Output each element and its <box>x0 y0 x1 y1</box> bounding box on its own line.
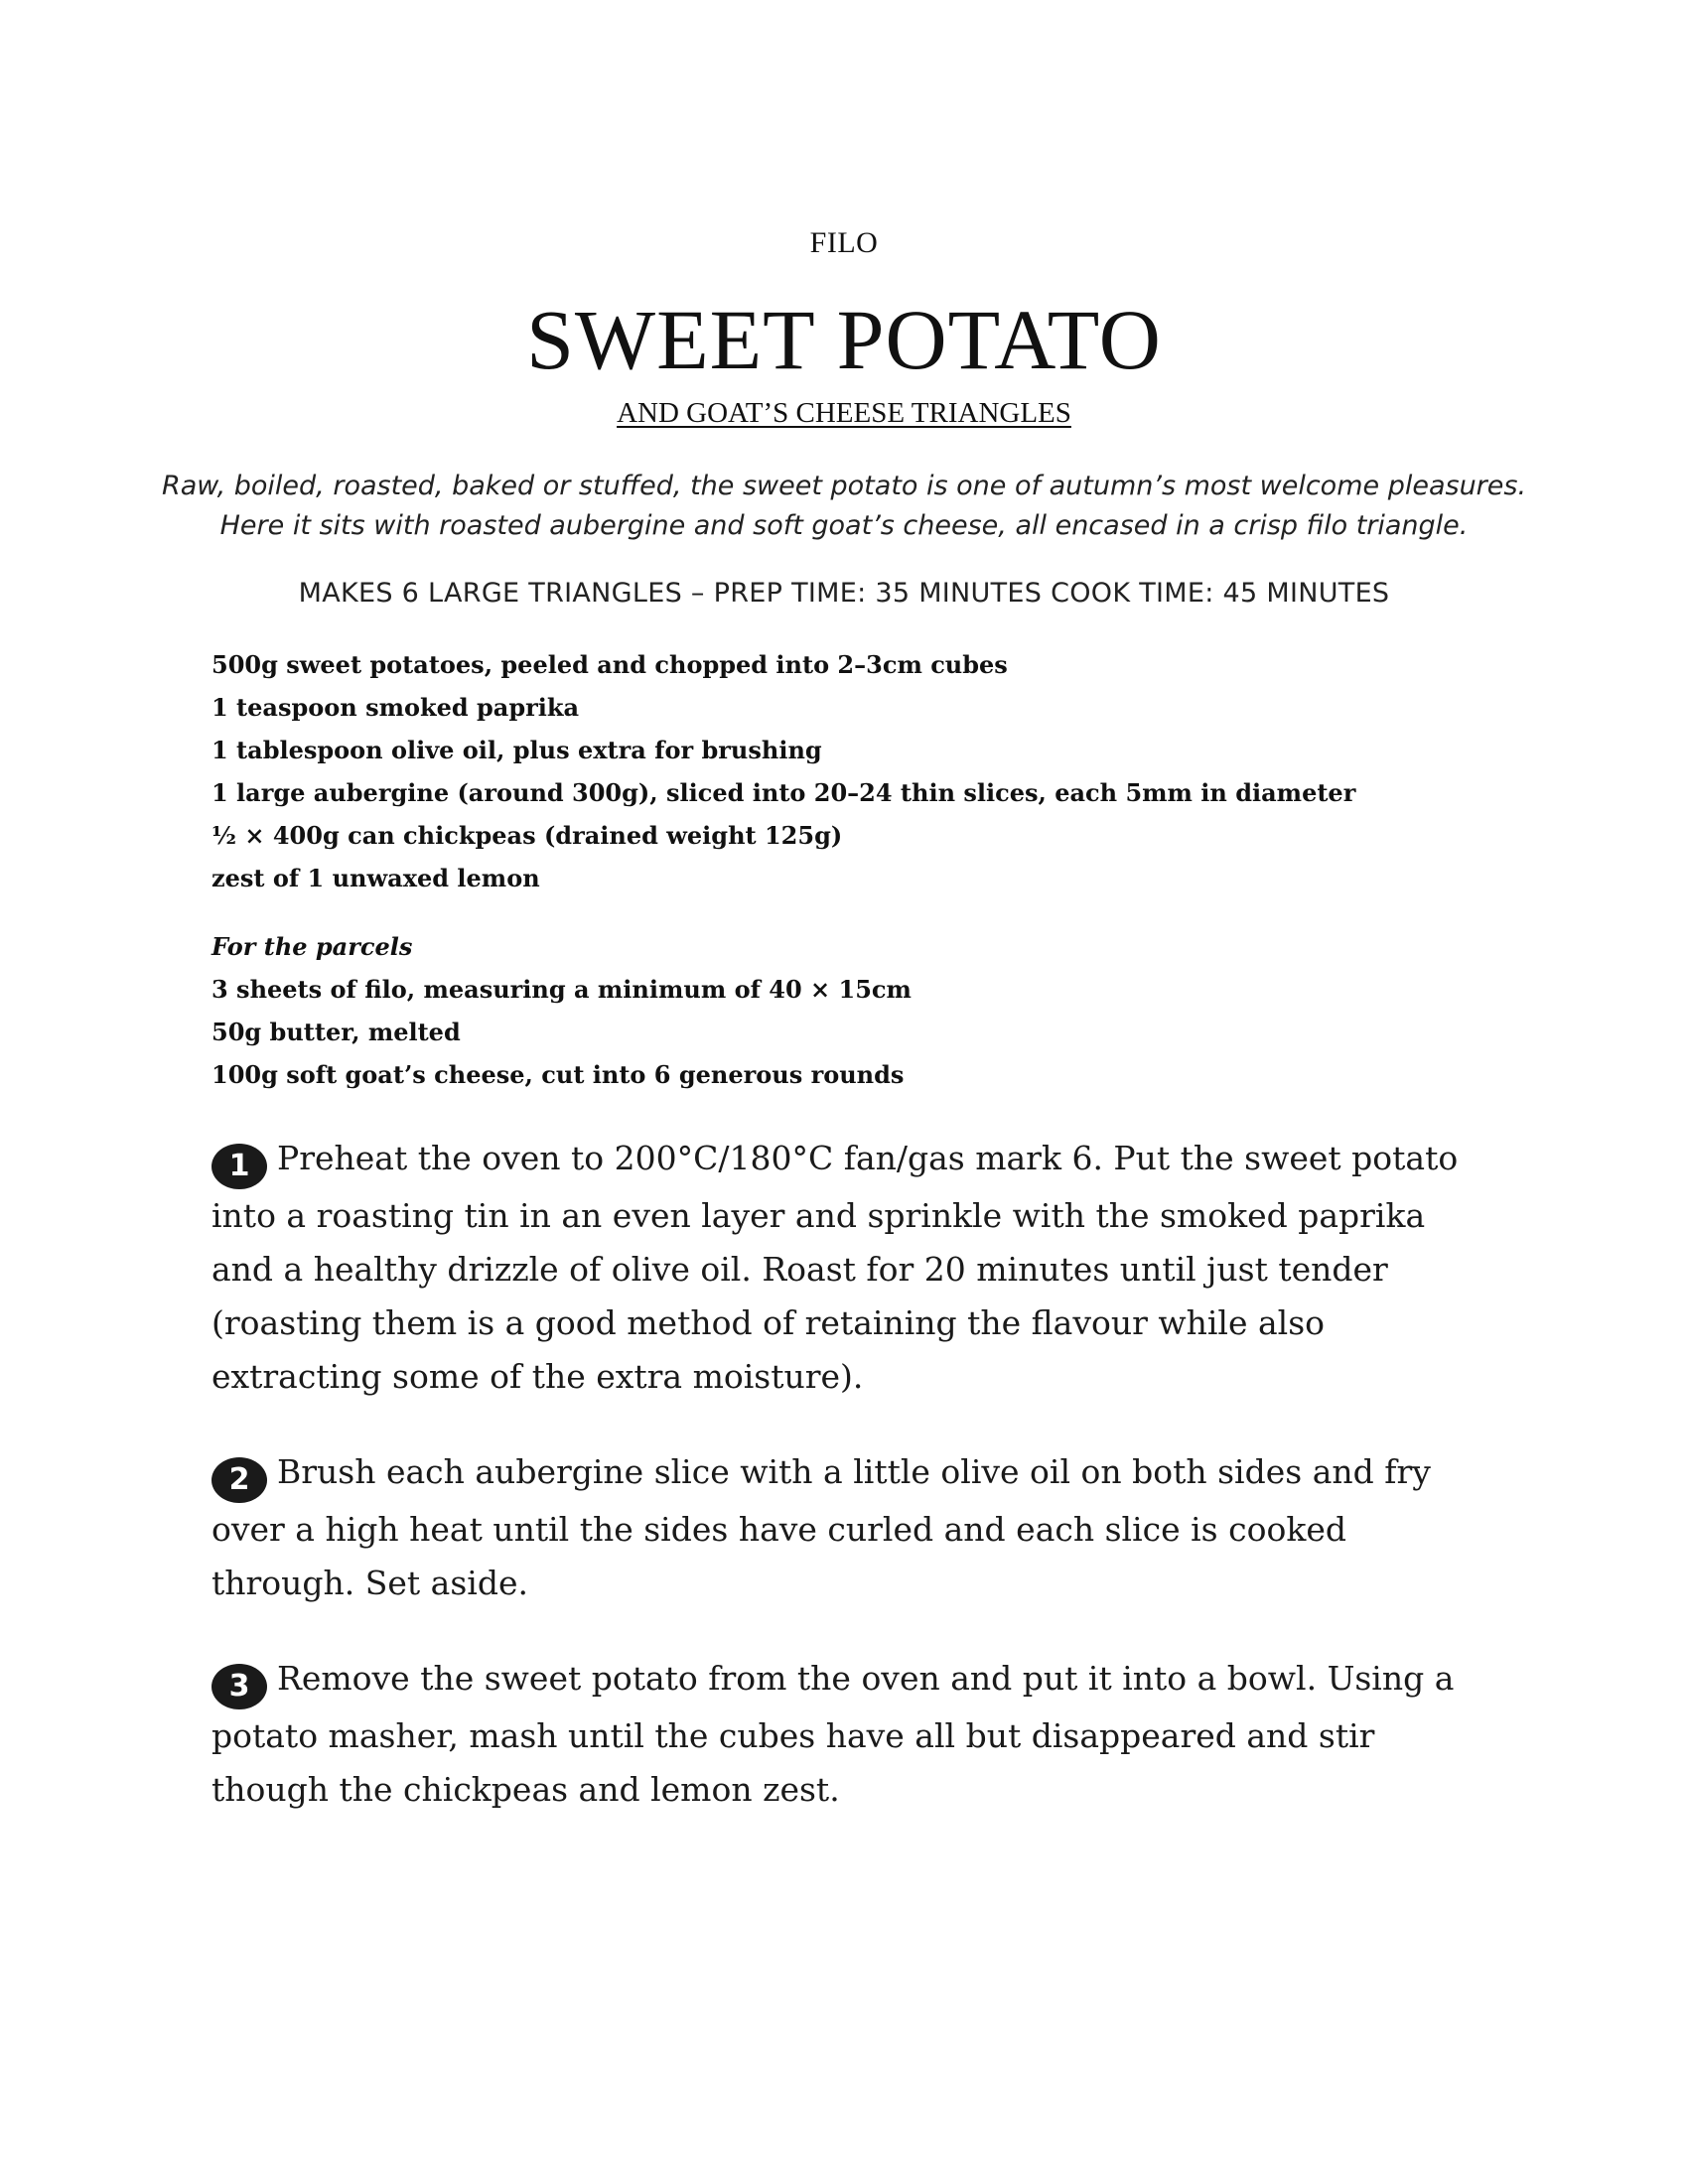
step-number-badge: 2 <box>211 1457 267 1503</box>
recipe-title: SWEET POTATO <box>526 292 1162 387</box>
ingredient-item: 100g soft goat’s cheese, cut into 6 generous rounds <box>211 1060 905 1089</box>
step-text: Preheat the oven to 200°C/180°C fan/gas mark 6. Put the sweet potato into a roasting tin in an even layer and sprinkle with the smoked paprika and a healthy drizzle of olive oil. Roast for 20 minutes until just tender (roasting them is a good method of retaining the flavour while also extracting some of the extra moisture). <box>211 1139 1459 1396</box>
method-step <box>211 1445 1482 1610</box>
ingredient-item: 3 sheets of filo, measuring a minimum of 40 × 15cm <box>211 975 912 1004</box>
recipe-subtitle: AND GOAT’S CHEESE TRIANGLES <box>617 397 1071 429</box>
method-steps <box>211 1132 1482 1858</box>
ingredient-item: 50g butter, melted <box>211 1018 461 1046</box>
ingredient-item: 500g sweet potatoes, peeled and chopped into 2–3cm cubes <box>211 650 1008 679</box>
ingredient-item: 1 teaspoon smoked paprika <box>211 693 580 722</box>
section-label: FILO <box>809 226 879 259</box>
method-step <box>211 1652 1482 1817</box>
step-number-badge: 3 <box>211 1664 267 1709</box>
ingredient-item: 1 large aubergine (around 300g), sliced into 20–24 thin slices, each 5mm in diameter <box>211 778 1356 807</box>
ingredient-list <box>211 643 1502 899</box>
recipe-intro <box>0 467 1688 546</box>
step-text: Remove the sweet potato from the oven and put it into a bowl. Using a potato masher, mash until the cubes have all but disappeared and stir though the chickpeas and lemon zest. <box>211 1659 1455 1809</box>
ingredient-item: 1 tablespoon olive oil, plus extra for brushing <box>211 736 822 764</box>
step-number-badge: 1 <box>211 1144 267 1189</box>
ingredient-item: zest of 1 unwaxed lemon <box>211 864 540 892</box>
intro-line: Raw, boiled, roasted, baked or stuffed, the sweet potato is one of autumn’s most welcome pleasures. <box>161 471 1527 501</box>
parcels-ingredient-list <box>211 968 1502 1096</box>
recipe-meta: MAKES 6 LARGE TRIANGLES – PREP TIME: 35 MINUTES COOK TIME: 45 MINUTES <box>298 578 1390 609</box>
parcels-heading: For the parcels <box>211 932 413 961</box>
step-text: Brush each aubergine slice with a little olive oil on both sides and fry over a high heat until the sides have curled and each slice is cooked through. Set aside. <box>211 1452 1431 1602</box>
intro-line: Here it sits with roasted aubergine and soft goat’s cheese, all encased in a crisp filo triangle. <box>219 510 1469 541</box>
method-step <box>211 1132 1482 1404</box>
ingredient-item: ½ × 400g can chickpeas (drained weight 125g) <box>211 821 843 850</box>
